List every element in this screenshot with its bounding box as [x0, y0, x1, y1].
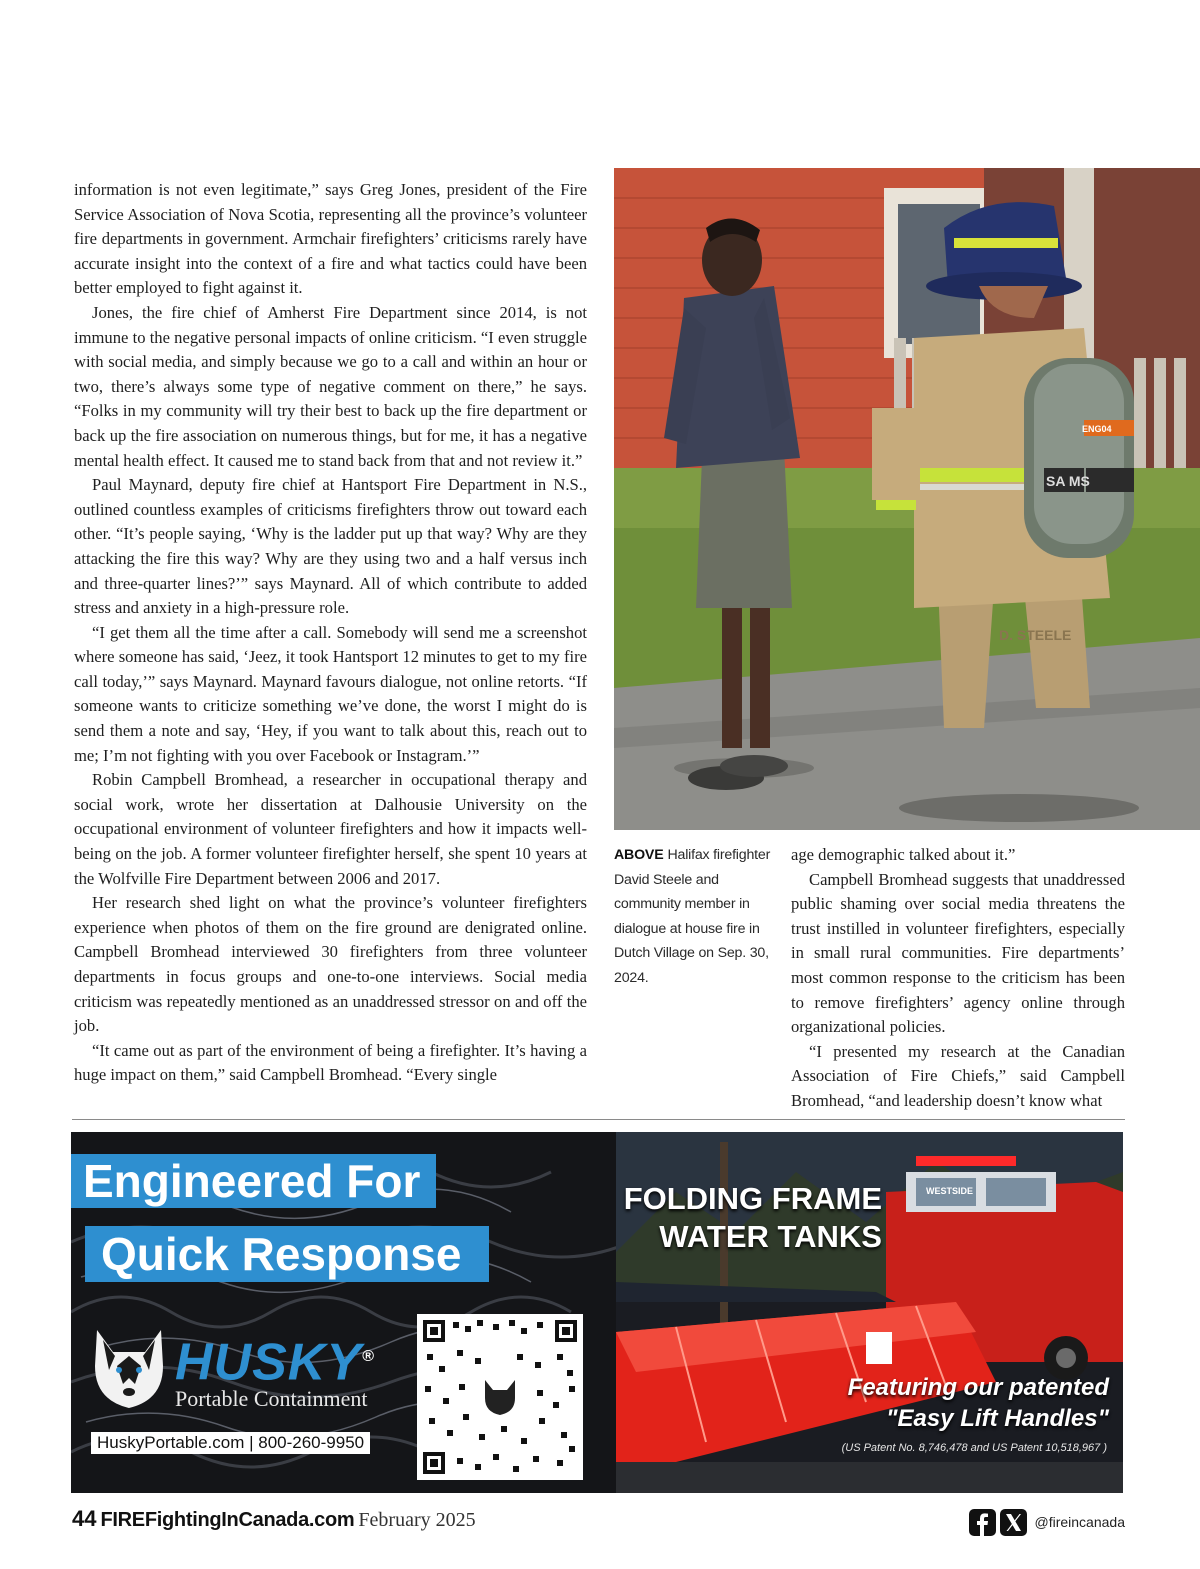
ad-feature-text: Featuring our patented "Easy Lift Handles": [847, 1374, 1109, 1432]
husky-brand-name: HUSKY®: [175, 1333, 375, 1392]
tank-label: ENG04: [1082, 424, 1112, 434]
husky-dog-logo-icon: [89, 1326, 169, 1410]
husky-brand-subtitle: Portable Containment: [175, 1386, 368, 1411]
husky-advertisement[interactable]: [71, 1132, 1123, 1493]
facebook-icon[interactable]: [969, 1509, 996, 1536]
article-paragraph: “I presented my research at the Canadian Association of Fire Chiefs,” said Campbell Bromhead, “and leadership doesn’t know what: [791, 1041, 1125, 1110]
article-paragraph: age demographic talked about it.”: [791, 845, 1016, 864]
x-icon[interactable]: [1000, 1509, 1027, 1536]
article-paragraph: “I get them all the time after a call. Somebody will send me a screenshot where someone has said, ‘Jeez, it took Hantsport 12 minutes to get to my fire call today,’” says Maynard. Maynard favours dialogue, not online retorts. “If someone wants to criticize something we’ve done, the worst I might do is send them a note and say, ‘Hey, if you want to talk about this, reach out to me; I’m not fighting with you over Facebook or Instagram.’”: [74, 622, 587, 765]
article-paragraph: “It came out as part of the environment of being a firefighter. It’s having a huge impact on them,” said Campbell Bromhead. “Every single: [74, 1040, 587, 1085]
issue-date: February 2025: [358, 1509, 476, 1531]
page-footer: [72, 1506, 476, 1534]
photo-caption: [614, 843, 772, 991]
pants-name-label: D. STEELE: [999, 627, 1072, 643]
ad-headline-2: Quick Response: [85, 1226, 489, 1282]
article-photo: [614, 168, 1200, 830]
ad-divider: [72, 1119, 1125, 1120]
caption-lead: ABOVE: [614, 847, 664, 863]
harness-label: SA MS: [1046, 473, 1090, 489]
page-number: 44: [72, 1506, 97, 1531]
article-right-column: [791, 843, 1125, 1114]
social-links: [969, 1508, 1126, 1536]
ad-right-panel: [616, 1132, 1123, 1493]
firefighter-scene-illustration: [614, 168, 1200, 830]
qr-code-icon[interactable]: [417, 1314, 583, 1480]
truck-label: WESTSIDE: [926, 1186, 974, 1196]
ad-left-panel: [71, 1132, 616, 1493]
article-paragraph: Robin Campbell Bromhead, a researcher in occupational therapy and social work, wrote her dissertation at Dalhousie University on the occupational environment of volunteer firefighters and how it impacts well-being on the job. A former volunteer firefighter herself, she spent 10 years at the Wolfville Fire Department between 2006 and 2017.: [74, 770, 587, 888]
caption-text: Halifax firefighter David Steele and community member in dialogue at house fire in Dutch Village on Sep. 30, 2024.: [614, 847, 771, 986]
ad-headline-1: Engineered For: [71, 1154, 436, 1208]
article-left-column: [74, 178, 587, 1088]
ad-tanks-title: FOLDING FRAME WATER TANKS: [623, 1181, 882, 1254]
article-paragraph: Her research shed light on what the province’s volunteer firefighters experience when photos of them on the fire ground are denigrated online. Campbell Bromhead interviewed 30 firefighters from three volunteer departments in focus groups and one-to-one interviews. Social media criticism was repeatedly mentioned as an unaddressed stressor on and off the job.: [74, 893, 587, 1036]
husky-contact-info[interactable]: HuskyPortable.com | 800-260-9950: [91, 1432, 370, 1454]
social-handle[interactable]: @fireincanada: [1034, 1514, 1125, 1530]
article-paragraph: information is not even legitimate,” says Greg Jones, president of the Fire Service Association of Nova Scotia, representing all the province’s volunteer fire departments in government. Armchair firefighters’ criticisms rarely have accurate insight into the context of a fire and what tactics could have been better employed to fight against it.: [74, 180, 587, 298]
article-paragraph: Campbell Bromhead suggests that unaddressed public shaming over social media threatens the trust instilled in volunteer firefighters, especially in small rural communities. Fire departments’ most common response to the criticism has been to remove firefighters’ agency online through organizational policies.: [791, 869, 1125, 1037]
site-name[interactable]: FIREFightingInCanada.com: [100, 1509, 355, 1531]
article-paragraph: Paul Maynard, deputy fire chief at Hantsport Fire Department in N.S., outlined countless examples of criticisms firefighters throw out toward each other. “It’s people saying, ‘Why is the ladder put up that way? Why are they attacking the fire this way? Why are they using two and a half versus inch and three-quarter lines?’” says Maynard. All of which contribute to added stress and anxiety in a high-pressure role.: [74, 475, 587, 618]
article-paragraph: Jones, the fire chief of Amherst Fire Department since 2014, is not immune to the negative personal impacts of online criticism. “I even struggle with social media, and simply because we go to a call and within an hour or two, there’s always some type of negative comment on there,” he says. “Folks in my community will try their best to back up the fire department or back up the fire association on numerous things, but for me, it has a negative mental health effect. It caused me to stand back from that and not review it.”: [74, 302, 587, 470]
ad-patent-note: (US Patent No. 8,746,478 and US Patent 10,518,967 ): [841, 1442, 1107, 1454]
